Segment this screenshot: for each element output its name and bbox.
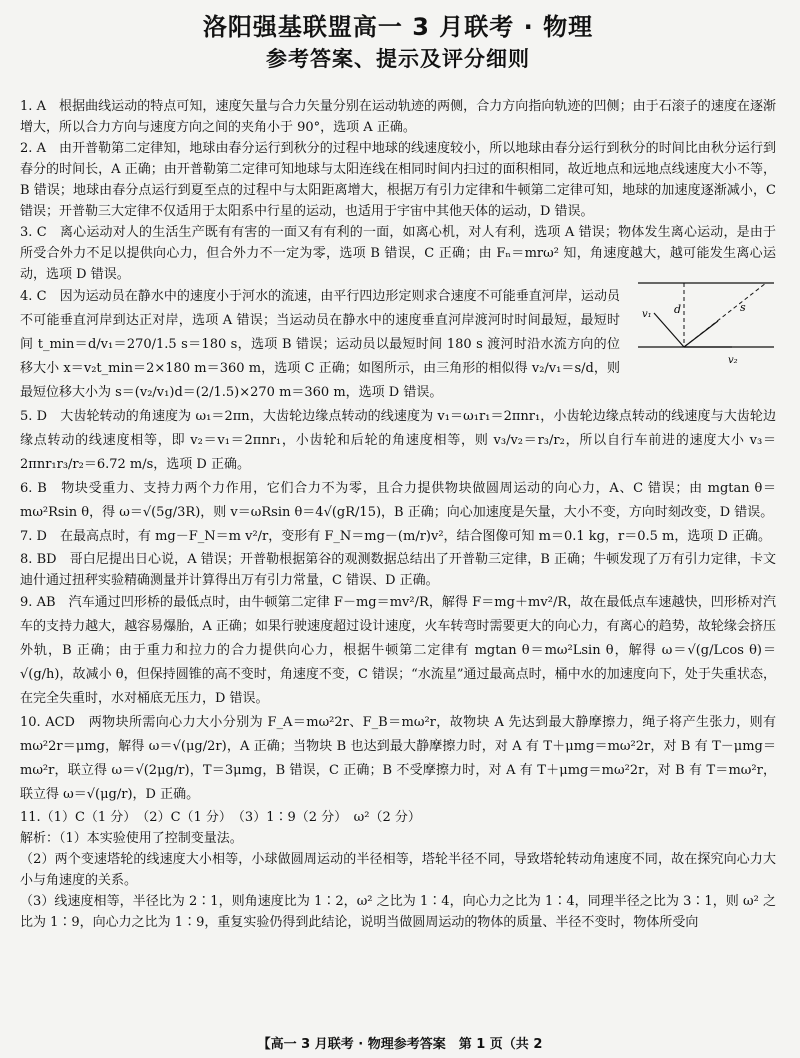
- analysis-line: （3）线速度相等，半径比为 2∶1，则角速度比为 1∶2，ω² 之比为 1∶4，向心力之比为 1∶4，同理半径之比为 3∶1，则 ω² 之比为 1∶9，向心力之比为 1∶9，重复实验仍得到此结论，说明当做圆周运动的物体的质量、半径不变时，物体所受向: [20, 894, 776, 930]
- page-subtitle: 参考答案、提示及评分细则: [266, 47, 530, 71]
- answer-text: 9. AB 汽车通过凹形桥的最低点时，由牛顿第二定律 F－mg＝mv²/R，解得 F＝mg＋mv²/R，故在最低点车速越快，凹形桥对汽车的支持力越大，越容易爆胎，A 正确；如果行驶速度超过设计速度，火车转弯时需要更大的向心力，有离心的趋势，故轮缘会挤压外轨，B 正确；由于重力和拉力的合力提供向心力，根据牛顿第二定律有 mgtan θ＝mω²Lsin θ，解得 ω＝√(g/Lcos θ)＝√(g/h)，故减小 θ，但保持圆锥的高不变时，角速度不变，C 错误；“水流星”通过最高点时，桶中水的加速度向下，处于失重状态，在完全失重时，水对桶底无压力，D 错误。: [20, 595, 776, 706]
- label-v1: v₁: [642, 309, 652, 320]
- page-title: 洛阳强基联盟高一 3 月联考 · 物理: [202, 13, 594, 41]
- answer-7: [20, 525, 776, 549]
- answer-8: [20, 549, 776, 591]
- answer-text: 3. C 离心运动对人的生活生产既有有害的一面又有有利的一面，如离心机，对人有利，选项 A 错误；物体发生离心运动，是由于所受合外力不足以提供向心力，但合外力不一定为零，选项 B 错误，C 正确；由 Fₙ＝mrω² 知，角速度越大，越可能发生离心运动，选项 D 错误。: [20, 225, 776, 282]
- label-s: s: [740, 301, 746, 314]
- answer-text: 4. C 因为运动员在静水中的速度小于河水的流速，由平行四边形定则求合速度不可能垂直河岸，运动员不可能垂直河岸到达正对岸，选项 A 错误；当运动员在静水中的速度垂直河岸渡河时时间最短，最短时间 t_min＝d/v₁＝270/1.5 s＝180 s，选项 B 错误；运动员以最短时间 180 s 渡河时沿水流方向的位移大小 x＝v₂t_min＝2×180 m＝360 m，选项 C 正确；如图所示，由三角形的相似得 v₂/v₁＝s/d，则最短位移大小为 s＝(v₂/v₁)d＝(2/1.5)×270 m＝360 m，选项 D 错误。: [20, 289, 620, 400]
- resultant-velocity: [684, 321, 718, 347]
- answer-text: 10. ACD 两物块所需向心力大小分别为 F_A＝mω²2r、F_B＝mω²r，故物块 A 先达到最大静摩擦力，绳子将产生张力，则有 mω²2r＝μmg，解得 ω＝√(μg/2r)，A 正确；当物块 B 也达到最大静摩擦力时，对 A 有 T＋μmg＝mω²2r，对 B 有 T－μmg＝mω²r，联立得 ω＝√(2μg/r)，T＝3μmg，B 错误，C 正确；B 不受摩擦力时，对 A 有 T＋μmg＝mω²2r，对 B 有 T＝mω²r，联立得 ω＝√(μg/r)，D 正确。: [20, 715, 776, 802]
- answer-6: [20, 477, 776, 525]
- river-crossing-figure: [636, 277, 776, 373]
- answer-3: [20, 222, 776, 285]
- answer-4: [20, 285, 776, 405]
- answer-text: 1. A 根据曲线运动的特点可知，速度矢量与合力矢量分别在运动轨迹的两侧，合力方向指向轨迹的凹侧；由于石滚子的速度在逐渐增大，所以合力方向与速度方向之间的夹角小于 90°，选项 A 正确。: [20, 99, 776, 135]
- answer-text: 11.（1）C（1 分） （2）C（1 分） （3）1∶9（2 分） ω²（2 分）: [20, 810, 421, 825]
- answer-text: 6. B 物块受重力、支持力两个力作用，它们合力不为零，且合力提供物块做圆周运动的向心力，A、C 错误；由 mgtan θ＝mω²Rsin θ，得 ω＝√(5g/3R)，则 v＝ωRsin θ＝4√(gR/15)，B 正确；向心加速度是矢量，大小不变，方向时刻改变，D 错误。: [20, 481, 776, 520]
- answer-text: 5. D 大齿轮转动的角速度为 ω₁＝2πn，大齿轮边缘点转动的线速度为 v₁＝ω₁r₁＝2πnr₁，小齿轮边缘点转动的线速度与大齿轮边缘点转动的线速度相等，即 v₂＝v₁＝2πnr₁，小齿轮和后轮的角速度相等，则 v₃/v₂＝r₃/r₂，所以自行车前进的速度大小 v₃＝2πnr₁r₃/r₂＝6.72 m/s，选项 D 正确。: [20, 409, 776, 472]
- answer-text: 2. A 由开普勒第二定律知，地球由春分运行到秋分的过程中地球的线速度较小，所以地球由春分运行到秋分的时间比由秋分运行到春分的时间长，A 正确；由开普勒第二定律可知地球与太阳连线在相同时间内扫过的面积相同，故近地点和远地点线速度大小不等，B 错误；地球由春分点运行到夏至点的过程中与太阳距离增大，根据万有引力定律和牛顿第二定律可知，地球的加速度逐渐减小，C 错误；开普勒三大定律不仅适用于太阳系中行星的运动，也适用于宇宙中其他天体的运动，D 错误。: [20, 141, 776, 219]
- answer-1: [20, 96, 776, 138]
- answers-body: [20, 96, 776, 933]
- answer-11-analysis: [20, 828, 776, 933]
- analysis-line: 解析：（1）本实验使用了控制变量法。: [20, 831, 243, 846]
- velocity-v1: [654, 313, 684, 347]
- answer-10: [20, 711, 776, 807]
- answer-text: 8. BD 哥白尼提出日心说，A 错误；开普勒根据第谷的观测数据总结出了开普勒三定律，B 正确；牛顿发现了万有引力定律，卡文迪什通过扭秤实验精确测量并计算得出万有引力常量，C 错误、D 正确。: [20, 552, 776, 588]
- page-footer: 【高一 3 月联考 · 物理参考答案 第 1 页（共 2: [257, 1037, 543, 1052]
- answer-11: [20, 807, 776, 828]
- label-d: d: [674, 303, 682, 316]
- answer-text: 7. D 在最高点时，有 mg－F_N＝m v²/r，变形有 F_N＝mg－(m/r)v²，结合图像可知 m＝0.1 kg，r＝0.5 m，选项 D 正确。: [20, 529, 772, 544]
- answer-5: [20, 405, 776, 477]
- answer-2: [20, 138, 776, 222]
- answer-9: [20, 591, 776, 711]
- label-v2: v₂: [728, 355, 738, 366]
- analysis-line: （2）两个变速塔轮的线速度大小相等，小球做圆周运动的半径相等，塔轮半径不同，导致塔轮转动角速度不同，故在探究向心力大小与角速度的关系。: [20, 852, 776, 888]
